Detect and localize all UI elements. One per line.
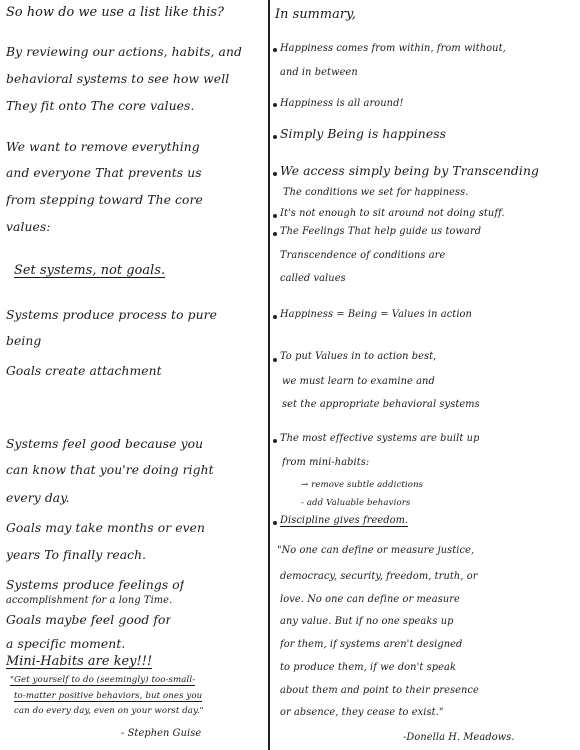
quote-attribution: - Stephen Guise — [121, 728, 202, 739]
left-line: from stepping toward The core — [6, 193, 203, 207]
quote-line: can do every day, even on your worst day." — [14, 706, 204, 716]
summary-line: Transcendence of conditions are — [280, 250, 446, 261]
left-line: accomplishment for a long Time. — [6, 595, 173, 606]
left-line: We want to remove everything — [6, 140, 200, 154]
bullet-dot — [273, 214, 277, 218]
left-line: a specific moment. — [6, 637, 126, 651]
summary-line: called values — [280, 273, 346, 284]
summary-line: The most effective systems are built up — [280, 433, 480, 444]
summary-line: Happiness comes from within, from without, — [280, 43, 506, 54]
bullet-dot — [273, 103, 277, 107]
left-line: Systems produce process to pure — [6, 308, 217, 322]
bullet-dot — [273, 521, 277, 525]
column-divider — [268, 0, 270, 750]
left-line: By reviewing our actions, habits, and — [6, 45, 242, 59]
left-line: Goals maybe feel good for — [6, 613, 172, 627]
summary-line: We access simply being by Transcending — [280, 164, 539, 178]
bullet-dot — [273, 172, 277, 176]
summary-line: from mini-habits: — [282, 457, 370, 468]
left-line: behavioral systems to see how well — [6, 72, 230, 86]
quote-line: for them, if systems aren't designed — [280, 639, 463, 650]
summary-line: and in between — [280, 67, 358, 78]
summary-line: Simply Being is happiness — [280, 127, 447, 141]
left-subheading: Set systems, not goals. — [14, 264, 166, 278]
summary-subitem: - add Valuable behaviors — [301, 498, 411, 508]
summary-line: we must learn to examine and — [282, 376, 435, 387]
left-line: Systems feel good because you — [6, 437, 204, 451]
quote-line: about them and point to their presence — [280, 685, 479, 696]
summary-line: Happiness = Being = Values in action — [280, 309, 472, 320]
bullet-dot — [273, 439, 277, 443]
summary-line: set the appropriate behavioral systems — [282, 399, 480, 410]
left-line: can know that you're doing right — [6, 463, 214, 477]
quote-line: any value. But if no one speaks up — [280, 616, 454, 627]
quote-attribution: -Donella H. Meadows. — [403, 732, 515, 743]
right-heading: In summary, — [275, 8, 356, 22]
summary-line: It's not enough to sit around not doing stuff. — [280, 208, 505, 219]
bullet-dot — [273, 135, 277, 139]
summary-subitem: → remove subtle addictions — [301, 480, 424, 490]
left-line: Goals may take months or even — [6, 521, 206, 535]
bullet-dot — [273, 358, 277, 362]
quote-line: "Get yourself to do (seemingly) too-small- — [10, 675, 196, 685]
bullet-dot — [273, 232, 277, 236]
left-line: years To finally reach. — [6, 548, 147, 562]
summary-line: To put Values in to action best, — [280, 351, 437, 362]
left-line: values: — [6, 220, 51, 234]
mini-habits-heading: Mini-Habits are key!!! — [6, 655, 153, 669]
summary-line: The conditions we set for happiness. — [283, 187, 469, 198]
quote-line: to-matter positive behaviors, but ones you — [14, 691, 203, 701]
bullet-dot — [273, 315, 277, 319]
summary-line: Happiness is all around! — [280, 98, 404, 109]
bullet-dot — [273, 48, 277, 52]
left-line: every day. — [6, 491, 70, 505]
quote-line: love. No one can define or measure — [280, 594, 460, 605]
quote-line: "No one can define or measure justice, — [277, 545, 475, 556]
left-line: being — [6, 334, 42, 348]
summary-line: Discipline gives freedom. — [280, 515, 409, 526]
quote-line: or absence, they cease to exist." — [280, 707, 444, 718]
quote-line: democracy, security, freedom, truth, or — [280, 571, 478, 582]
left-line: Goals create attachment — [6, 364, 162, 378]
left-heading: So how do we use a list like this? — [6, 6, 225, 20]
summary-line: The Feelings That help guide us toward — [280, 226, 482, 237]
quote-line: to produce them, if we don't speak — [280, 662, 457, 673]
left-line: They fit onto The core values. — [6, 99, 195, 113]
left-line: and everyone That prevents us — [6, 166, 202, 180]
left-line: Systems produce feelings of — [6, 578, 185, 592]
